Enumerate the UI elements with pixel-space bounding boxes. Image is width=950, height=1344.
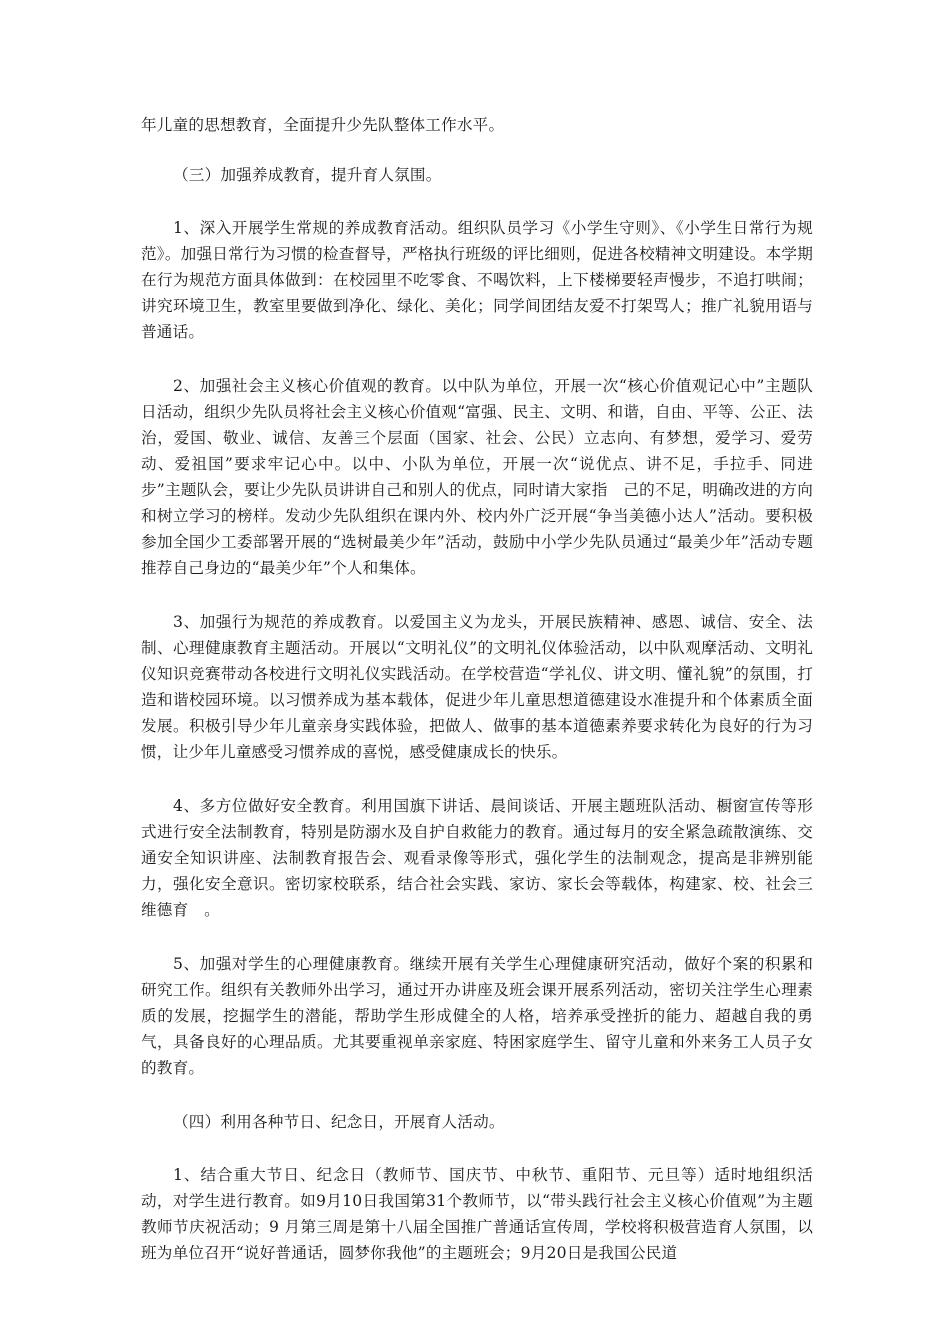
paragraph-3-2: 2、加强社会主义核心价值观的教育。以中队为单位，开展一次“核心价值观记心中”主题队日活动，组织少先队员将社会主义核心价值观“富强、民主、文明、和谐，自由、平等、公正、法治，爱国、敬业、诚信、友善三个层面（国家、社会、公民）立志向、有梦想，爱学习、爱劳动、爱祖国”要求牢记心中。以中、小队为单位，开展一次“说优点、讲不足，手拉手、同进步”主题队会，要让少先队员讲讲自己和别人的优点，同时请大家指 己的不足，明确改进的方向和树立学习的榜样。发动少先队组织在课内外、校内外广泛开展“争当美德小达人”活动。要积极参加全国少工委部署开展的“选树最美少年”活动，鼓励中小学少先队员通过“最美少年”活动专题推荐自己身边的“最美少年”个人和集体。 [141,377,813,577]
paragraph-3-4: 4、多方位做好安全教育。利用国旗下讲话、晨间谈话、开展主题班队活动、橱窗宣传等形式进行安全法制教育，特别是防溺水及自护自救能力的教育。通过每月的安全紧急疏散演练、交通安全知识讲座、法制教育报告会、观看录像等形式，强化学生的法制观念，提高是非辨别能力，强化安全意识。密切家校联系，结合社会实践、家访、家长会等载体，构建家、校、社会三维德育 。 [141,797,813,919]
paragraph-3-3: 3、加强行为规范的养成教育。以爱国主义为龙头，开展民族精神、感恩、诚信、安全、法制、心理健康教育主题活动。开展以“文明礼仪”的文明礼仪体验活动，以中队观摩活动、文明礼仪知识竞赛带动各校进行文明礼仪实践活动。在学校营造“学礼仪、讲文明、懂礼貌”的氛围，打造和谐校园环境。以习惯养成为基本载体，促进少年儿童思想道德建设水准提升和个体素质全面发展。积极引导少年儿童亲身实践体验，把做人、做事的基本道德素养要求转化为良好的行为习惯，让少年儿童感受习惯养成的喜悦，感受健康成长的快乐。 [141,613,813,761]
paragraph-3-5: 5、加强对学生的心理健康教育。继续开展有关学生心理健康研究活动，做好个案的积累和研究工作。组织有关教师外出学习，通过开办讲座及班会课开展系列活动，密切关注学生心理素质的发展，挖掘学生的潜能，帮助学生形成健全的人格，培养承受挫折的能力、超越自我的勇气，具备良好的心理品质。尤其要重视单亲家庭、特困家庭学生、留守儿童和外来务工人员子女的教育。 [141,955,813,1077]
paragraph-3-1: 1、深入开展学生常规的养成教育活动。组织队员学习《小学生守则》、《小学生日常行为规范》。加强日常行为习惯的检查督导，严格执行班级的评比细则，促进各校精神文明建设。本学期在行为规范方面具体做到：在校园里不吃零食、不喝饮料，上下楼梯要轻声慢步，不追打哄闹；讲究环境卫生，教室里要做到净化、绿化、美化；同学间团结友爱不打架骂人；推广礼貌用语与普通话。 [141,219,813,341]
section-heading-4: （四）利用各种节日、纪念日，开展育人活动。 [173,1113,505,1131]
paragraph-4-1: 1、结合重大节日、纪念日（教师节、国庆节、中秋节、重阳节、元旦等）适时地组织活动，对学生进行教育。如9月10日我国第31个教师节，以“带头践行社会主义核心价值观”为主题教师节庆祝活动；9 月第三周是第十八届全国推广普通话宣传周，学校将积极营造育人氛围，以班为单位召开“说好普通话，圆梦你我他”的主题班会；9月20日是我国公民道 [141,1166,813,1262]
paragraph-intro-continuation: 年儿童的思想教育，全面提升少先队整体工作水平。 [141,116,505,134]
document-body [141,112,813,1266]
section-heading-3: （三）加强养成教育，提升育人氛围。 [173,166,442,184]
